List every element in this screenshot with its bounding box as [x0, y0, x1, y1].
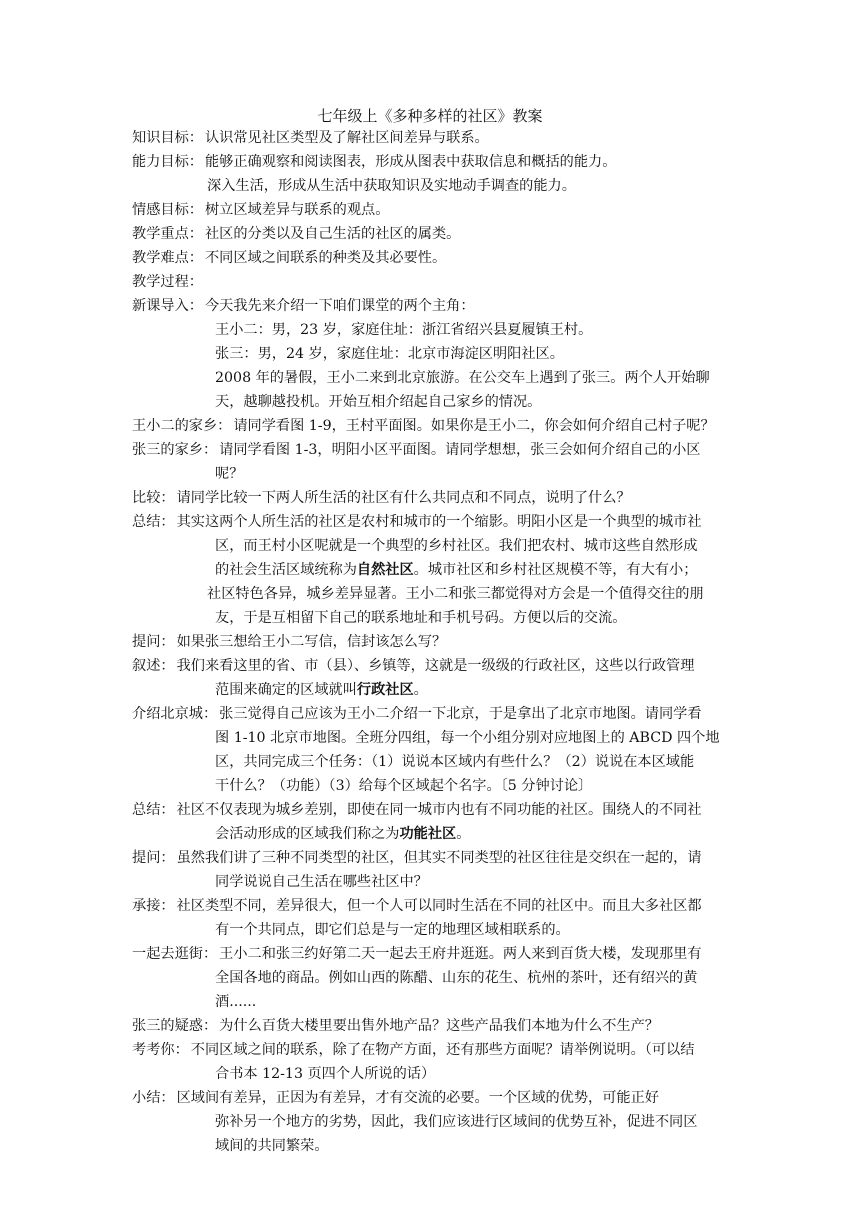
- line-label: 知识目标：: [132, 130, 203, 146]
- text-line: [207, 176, 576, 196]
- line-text: 范围来确定的区域就叫: [215, 682, 357, 698]
- text-line: [132, 704, 702, 724]
- bold-term: 功能社区: [399, 826, 457, 842]
- text-line: [215, 608, 626, 628]
- line-label: 总结：: [132, 514, 175, 530]
- text-line: [132, 152, 616, 172]
- line-text-after: 。: [413, 682, 428, 698]
- line-label: 比较：: [132, 490, 175, 506]
- line-text: 树立区域差异与联系的观点。: [204, 202, 390, 218]
- line-text: 区，共同完成三个任务：（1）说说本区域内有些什么？（2）说说在本区域能: [215, 754, 695, 770]
- line-text: 请同学看图 1-9，王村平面图。如果你是王小二，你会如何介绍自己村子呢？: [233, 418, 715, 434]
- line-label: 教学重点：: [132, 226, 203, 242]
- text-line: [132, 440, 701, 460]
- text-line: [215, 824, 470, 844]
- line-label: 一起去逛街：: [132, 946, 218, 962]
- line-text: 呢？: [215, 466, 244, 482]
- line-label: 提问：: [132, 850, 175, 866]
- line-text: 社区不仅表现为城乡差别，即使在同一城市内也有不同功能的社区。围绕人的不同社: [176, 802, 702, 818]
- line-label: 情感目标：: [132, 202, 203, 218]
- text-line: [215, 320, 592, 340]
- line-label: 教学难点：: [132, 250, 203, 266]
- text-line: [132, 848, 702, 868]
- line-text: 会活动形成的区域我们称之为: [215, 826, 400, 842]
- text-line: [215, 560, 697, 580]
- line-label: 新课导入：: [132, 298, 203, 314]
- text-line: [132, 656, 694, 676]
- line-text: 深入生活，形成从生活中获取知识及实地动手调查的能力。: [207, 178, 576, 194]
- text-line: [132, 488, 631, 508]
- text-line: [132, 248, 446, 268]
- line-text: 社区特色各异，城乡差异显著。王小二和张三都觉得对方会是一个值得交往的朋: [207, 586, 704, 602]
- line-text: 虽然我们讲了三种不同类型的社区，但其实不同类型的社区往往是交织在一起的，请: [176, 850, 702, 866]
- line-text: 的社会生活区域统称为: [215, 562, 357, 578]
- line-text: 张三：男，24 岁，家庭住址：北京市海淀区明阳社区。: [215, 346, 564, 362]
- text-line: [132, 1088, 659, 1108]
- line-text: 区域间有差异，正因为有差异，才有交流的必要。一个区域的优势，可能正好: [176, 1090, 659, 1106]
- line-text: 酒......: [215, 994, 257, 1010]
- line-text: 张三觉得自己应该为王小二介绍一下北京，于是拿出了北京市地图。请同学看: [219, 706, 702, 722]
- line-text-after: 。: [456, 826, 471, 842]
- line-text: 不同区域之间联系的种类及其必要性。: [204, 250, 447, 266]
- text-line: [215, 728, 720, 748]
- line-text: 我们来看这里的省、市（县）、乡镇等，这就是一级级的行政社区，这些以行政管理: [176, 658, 695, 674]
- line-text: 图 1-10 北京市地图。全班分四组，每一个小组分别对应地图上的 ABCD 四个地: [215, 730, 720, 746]
- line-label: 张三的家乡：: [132, 442, 218, 458]
- line-text: 社区类型不同，差异很大，但一个人可以同时生活在不同的社区中。而且大多社区都: [176, 898, 702, 914]
- line-text: 不同区域之间的联系，除了在物产方面，还有那些方面呢？请举例说明。（可以结: [190, 1042, 695, 1058]
- text-line: [207, 584, 704, 604]
- text-line: [132, 128, 489, 148]
- line-text: 王小二和张三约好第二天一起去王府井逛逛。两人来到百货大楼，发现那里有: [219, 946, 702, 962]
- line-label: 叙述：: [132, 658, 175, 674]
- text-line: [215, 1064, 435, 1084]
- line-text: 干什么？（功能）（3）给每个区域起个名字。〔5 分钟讨论〕: [215, 778, 593, 794]
- text-line: [132, 944, 702, 964]
- line-text: 能够正确观察和阅读图表，形成从图表中获取信息和概括的能力。: [204, 154, 617, 170]
- line-text: 全国各地的商品。例如山西的陈醋、山东的花生、杭州的茶叶，还有绍兴的黄: [215, 970, 698, 986]
- line-label: 张三的疑惑：: [132, 1018, 218, 1034]
- line-text: 有一个共同点，即它们总是与一定的地理区域相联系的。: [215, 922, 570, 938]
- line-text-after: 。城市社区和乡村社区规模不等，有大有小；: [413, 562, 698, 578]
- line-text: 王小二：男，23 岁，家庭住址：浙江省绍兴县夏履镇王村。: [215, 322, 593, 338]
- line-text: 同学说说自己生活在哪些社区中？: [215, 874, 428, 890]
- line-text: 认识常见社区类型及了解社区间差异与联系。: [204, 130, 489, 146]
- line-label: 能力目标：: [132, 154, 203, 170]
- text-line: [215, 920, 570, 940]
- line-text: 今天我先来介绍一下咱们课堂的两个主角：: [204, 298, 475, 314]
- text-line: [132, 296, 475, 316]
- text-line: [215, 968, 697, 988]
- line-text: 2008 年的暑假，王小二来到北京旅游。在公交车上遇到了张三。两个人开始聊: [215, 370, 710, 386]
- line-label: 介绍北京城：: [132, 706, 218, 722]
- line-text: 其实这两个人所生活的社区是农村和城市的一个缩影。明阳小区是一个典型的城市社: [176, 514, 702, 530]
- line-text: 请同学比较一下两人所生活的社区有什么共同点和不同点，说明了什么？: [176, 490, 631, 506]
- text-line: [215, 1112, 697, 1132]
- text-line: [215, 1136, 329, 1156]
- text-line: [132, 200, 389, 220]
- text-line: [215, 752, 694, 772]
- text-line: [132, 1016, 659, 1036]
- text-line: [132, 272, 205, 292]
- text-line: [215, 392, 541, 412]
- line-label: 提问：: [132, 634, 175, 650]
- line-text: 为什么百货大楼里要出售外地产品？这些产品我们本地为什么不生产？: [219, 1018, 659, 1034]
- line-text: 合书本 12-13 页四个人所说的话）: [215, 1066, 436, 1082]
- text-line: [132, 224, 460, 244]
- line-text: 弥补另一个地方的劣势，因此，我们应该进行区域间的优势互补，促进不同区: [215, 1114, 698, 1130]
- text-line: [215, 992, 256, 1012]
- line-text: 天，越聊越投机。开始互相介绍起自己家乡的情况。: [215, 394, 542, 410]
- text-line: [215, 464, 243, 484]
- text-line: [215, 776, 592, 796]
- text-line: [132, 800, 702, 820]
- text-line: [215, 680, 428, 700]
- text-line: [132, 512, 702, 532]
- line-text: 区，而王村小区呢就是一个典型的乡村社区。我们把农村、城市这些自然形成: [215, 538, 698, 554]
- text-line: [215, 536, 697, 556]
- line-label: 考考你：: [132, 1042, 189, 1058]
- line-text: 请同学看图 1-3，明阳小区平面图。请同学想想，张三会如何介绍自己的小区: [219, 442, 701, 458]
- line-text: 域间的共同繁荣。: [215, 1138, 329, 1154]
- line-text: 社区的分类以及自己生活的社区的属类。: [204, 226, 461, 242]
- line-label: 教学过程：: [132, 274, 203, 290]
- text-line: [132, 896, 702, 916]
- document-title: 七年级上《多种多样的社区》教案: [317, 107, 543, 125]
- line-text: 友，于是互相留下自己的联系地址和手机号码。方便以后的交流。: [215, 610, 627, 626]
- line-label: 王小二的家乡：: [132, 418, 232, 434]
- bold-term: 行政社区: [356, 682, 414, 698]
- text-line: [132, 416, 715, 436]
- text-line: [215, 368, 710, 388]
- bold-term: 自然社区: [356, 562, 414, 578]
- text-line: [132, 1040, 694, 1060]
- line-label: 小结：: [132, 1090, 175, 1106]
- line-label: 承接：: [132, 898, 175, 914]
- text-line: [215, 872, 428, 892]
- text-line: [215, 344, 564, 364]
- line-text: 如果张三想给王小二写信，信封该怎么写？: [176, 634, 447, 650]
- line-label: 总结：: [132, 802, 175, 818]
- text-line: [132, 632, 446, 652]
